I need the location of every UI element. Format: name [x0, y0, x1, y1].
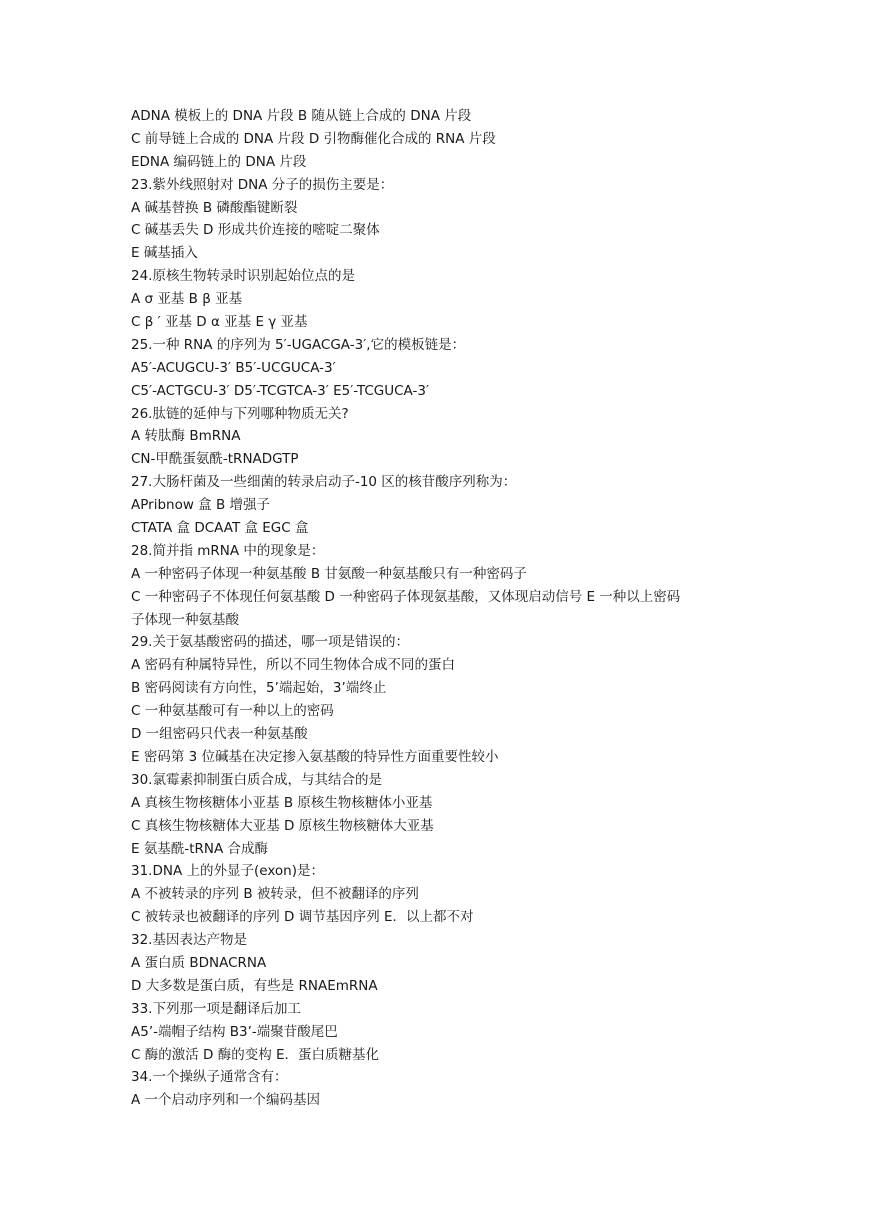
text-line: E 碱基插入: [131, 245, 198, 262]
question-32: 32.基因表达产物是: [131, 932, 247, 949]
text-line: A 一种密码子体现一种氨基酸 B 甘氨酸一种氨基酸只有一种密码子: [131, 565, 527, 582]
text-line: 子体现一种氨基酸: [131, 611, 239, 628]
question-28: 28.简并指 mRNA 中的现象是：: [131, 542, 325, 559]
question-27: 27.大肠杆菌及一些细菌的转录启动子-10 区的核苷酸序列称为：: [131, 474, 517, 491]
text-line: C β ′ 亚基 D α 亚基 E γ 亚基: [131, 314, 308, 331]
text-line: EDNA 编码链上的 DNA 片段: [131, 153, 307, 170]
text-line: A 一个启动序列和一个编码基因: [131, 1092, 321, 1109]
text-line: ADNA 模板上的 DNA 片段 B 随从链上合成的 DNA 片段: [131, 108, 472, 124]
text-line: C 真核生物核糖体大亚基 D 原核生物核糖体大亚基: [131, 817, 434, 834]
text-line: A 真核生物核糖体小亚基 B 原核生物核糖体小亚基: [131, 794, 433, 811]
question-29: 29.关于氨基酸密码的描述，哪一项是错误的：: [131, 634, 409, 651]
question-25: 25.一种 RNA 的序列为 5′-UGACGA-3′,它的模板链是：: [131, 336, 466, 353]
question-23: 23.紫外线照射对 DNA 分子的损伤主要是：: [131, 176, 394, 193]
question-33: 33.下列那一项是翻译后加工: [131, 1000, 301, 1017]
text-line: CN-甲酰蛋氨酰-tRNADGTP: [131, 451, 299, 468]
text-line: B 密码阅读有方向性，5’端起始，3’端终止: [131, 680, 387, 697]
text-line: A 密码有种属特异性，所以不同生物体合成不同的蛋白: [131, 657, 456, 674]
text-line: A 转肽酶 BmRNA: [131, 428, 241, 445]
question-24: 24.原核生物转录时识别起始位点的是: [131, 268, 355, 285]
question-31: 31.DNA 上的外显子(exon)是：: [131, 863, 324, 880]
text-line: E 氨基酰-tRNA 合成酶: [131, 840, 268, 857]
question-34: 34.一个操纵子通常含有：: [131, 1069, 288, 1086]
text-line: A 不被转录的序列 B 被转录，但不被翻译的序列: [131, 886, 419, 903]
text-line: C5′-ACTGCU-3′ D5′-TCGTCA-3′ E5′-TCGUCA-3′: [131, 382, 430, 399]
text-line: CTATA 盒 DCAAT 盒 EGC 盒: [131, 520, 309, 537]
text-line: D 大多数是蛋白质，有些是 RNAEmRNA: [131, 977, 378, 994]
question-30: 30.氯霉素抑制蛋白质合成，与其结合的是: [131, 771, 382, 788]
text-line: C 被转录也被翻译的序列 D 调节基因序列 E．以上都不对: [131, 909, 474, 926]
text-line: A5’-端帽子结构 B3’-端聚苷酸尾巴: [131, 1023, 338, 1040]
text-line: C 碱基丢失 D 形成共价连接的嘧啶二聚体: [131, 222, 380, 239]
text-line: C 酶的激活 D 酶的变构 E．蛋白质糖基化: [131, 1046, 380, 1063]
text-line: A 碱基替换 B 磷酸酯键断裂: [131, 199, 298, 216]
text-line: A 蛋白质 BDNACRNA: [131, 954, 267, 971]
text-line: C 前导链上合成的 DNA 片段 D 引物酶催化合成的 RNA 片段: [131, 130, 496, 147]
text-line: APribnow 盒 B 增强子: [131, 497, 271, 514]
text-line: E 密码第 3 位碱基在决定掺入氨基酸的特异性方面重要性较小: [131, 748, 499, 765]
text-line: C 一种密码子不体现任何氨基酸 D 一种密码子体现氨基酸，又体现启动信号 E 一种以上密码: [131, 588, 681, 605]
text-line: D 一组密码只代表一种氨基酸: [131, 726, 308, 743]
text-line: A σ 亚基 B β 亚基: [131, 291, 243, 308]
text-line: A5′-ACUGCU-3′ B5′-UCGUCA-3′: [131, 359, 336, 376]
question-26: 26.肽链的延伸与下列哪种物质无关?: [131, 405, 349, 422]
text-line: C 一种氨基酸可有一种以上的密码: [131, 703, 334, 720]
